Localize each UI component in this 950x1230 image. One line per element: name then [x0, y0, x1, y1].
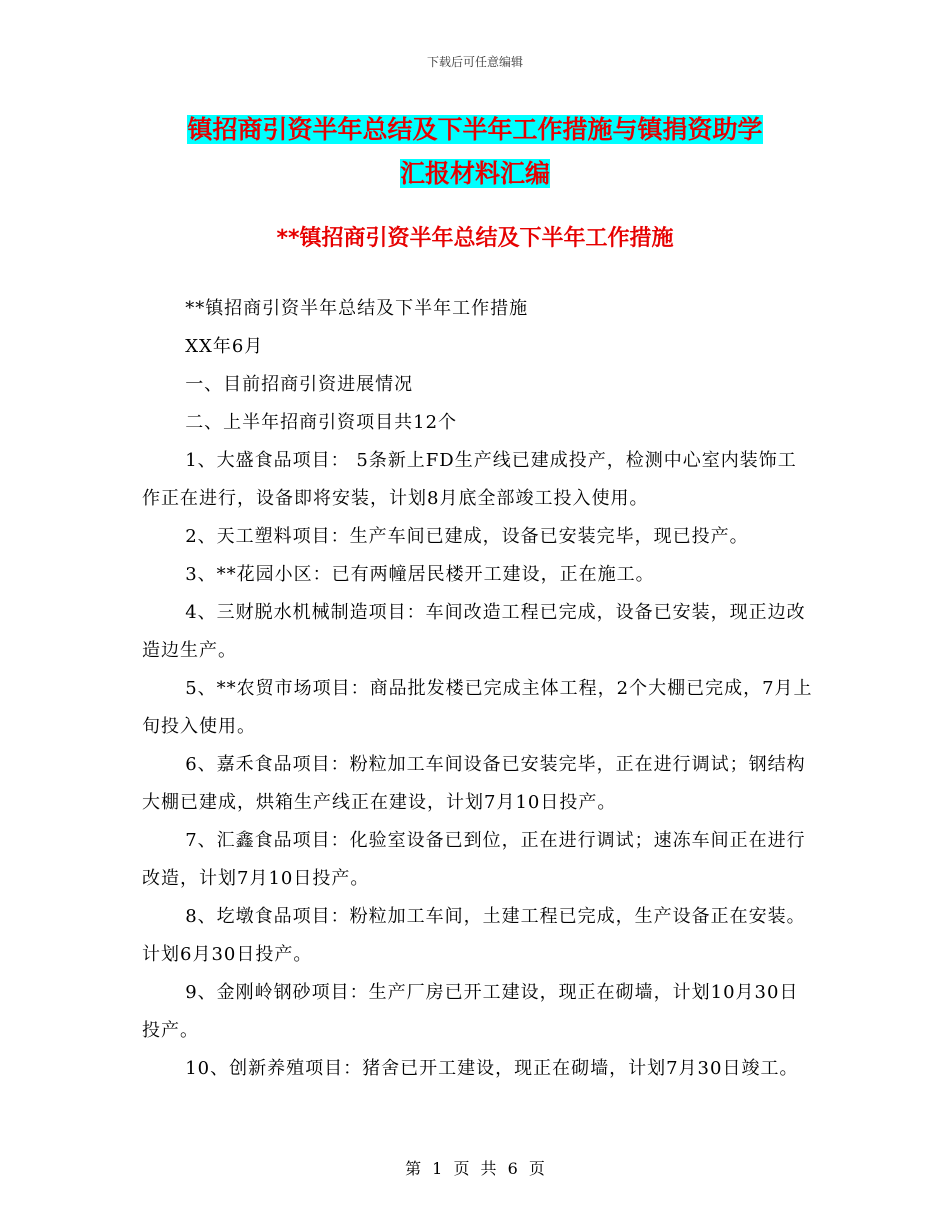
paragraph: 4、三财脱水机械制造项目：车间改造工程已完成，设备已安装，现正边改造边生产。 — [142, 602, 806, 661]
paragraph: **镇招商引资半年总结及下半年工作措施 — [185, 298, 529, 319]
paragraph: 一、目前招商引资进展情况 — [185, 374, 414, 395]
header-note: 下载后可任意编辑 — [426, 55, 523, 69]
paragraph: 9、金刚岭钢砂项目：生产厂房已开工建设，现正在砌墙，计划10月30日投产。 — [142, 982, 799, 1041]
paragraph: 7、汇鑫食品项目：化验室设备已到位，正在进行调试；速冻车间正在进行改造，计划7月10日投产。 — [142, 830, 806, 889]
paragraph: 2、天工塑料项目：生产车间已建成，设备已安装完毕，现已投产。 — [185, 526, 749, 547]
paragraph: XX年6月 — [185, 336, 264, 357]
paragraph: 5、**农贸市场项目：商品批发楼已完成主体工程，2个大棚已完成，7月上旬投入使用。 — [142, 678, 813, 737]
title-line-2: 汇报材料汇编 — [399, 159, 550, 188]
paragraph: 二、上半年招商引资项目共12个 — [185, 412, 458, 433]
paragraph: 6、嘉禾食品项目：粉粒加工车间设备已安装完毕，正在进行调试；钢结构大棚已建成，烘箱生产线正在建设，计划7月10日投产。 — [142, 754, 806, 813]
document-body — [142, 290, 814, 1088]
document-title — [140, 108, 810, 196]
paragraph: 8、圪墩食品项目：粉粒加工车间，土建工程已完成，生产设备正在安装。计划6月30日投产。 — [142, 906, 806, 965]
paragraph: 1、大盛食品项目： 5条新上FD生产线已建成投产，检测中心室内装饰工作正在进行，设备即将安装，计划8月底全部竣工投入使用。 — [142, 450, 797, 509]
page-footer: 第 1 页 共 6 页 — [405, 1159, 545, 1178]
paragraph: 10、创新养殖项目：猪舍已开工建设，现正在砌墙，计划7月30日竣工。 — [185, 1058, 799, 1079]
section-title: **镇招商引资半年总结及下半年工作措施 — [276, 226, 674, 251]
paragraph: 3、**花园小区：已有两幢居民楼开工建设，正在施工。 — [185, 564, 655, 585]
title-line-1: 镇招商引资半年总结及下半年工作措施与镇捐资助学 — [187, 115, 763, 144]
